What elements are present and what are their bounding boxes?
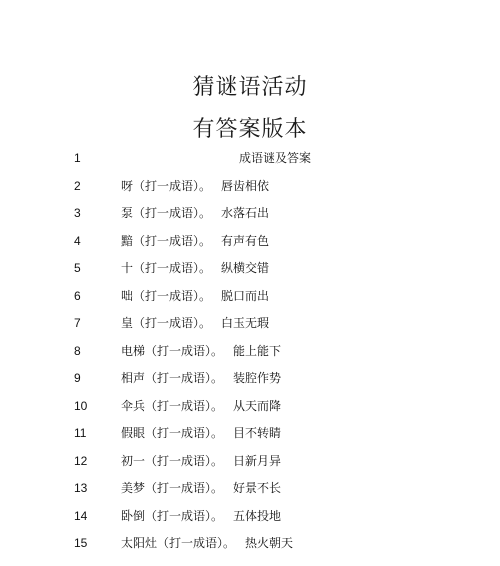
row-number: 2 — [74, 179, 81, 193]
answer-text: 好景不长 — [233, 481, 282, 495]
riddle-row — [0, 396, 500, 416]
answer-text: 有声有色 — [221, 234, 270, 248]
riddle-text: 呀（打一成语）。 — [121, 179, 212, 193]
row-number: 14 — [74, 509, 88, 523]
riddle-text: 相声（打一成语）。 — [121, 371, 224, 385]
riddle-row — [0, 258, 500, 278]
riddle-row — [0, 423, 500, 443]
row-number: 11 — [74, 426, 87, 440]
riddle-row — [0, 368, 500, 388]
riddle-text: 太阳灶（打一成语）。 — [121, 536, 236, 550]
row-number: 13 — [74, 481, 88, 495]
riddle-row — [0, 176, 500, 196]
row-number: 12 — [74, 454, 88, 468]
riddle-text: 电梯（打一成语）。 — [121, 344, 224, 358]
riddle-row — [0, 451, 500, 471]
row-number: 15 — [74, 536, 88, 550]
answer-text: 五体投地 — [233, 509, 282, 523]
answer-text: 从天而降 — [233, 399, 282, 413]
answer-text: 日新月异 — [233, 454, 282, 468]
riddle-text: 伞兵（打一成语）。 — [121, 399, 224, 413]
riddle-row — [0, 341, 500, 361]
document-title: 猜谜语活动 — [192, 75, 308, 100]
riddle-text: 泵（打一成语）。 — [121, 206, 212, 220]
riddle-text: 美梦（打一成语）。 — [121, 481, 224, 495]
riddle-row — [0, 286, 500, 306]
answer-text: 能上能下 — [233, 344, 282, 358]
row-number: 1 — [74, 151, 81, 165]
answer-text: 装腔作势 — [233, 371, 282, 385]
document-subtitle: 有答案版本 — [192, 117, 308, 142]
riddle-row — [0, 506, 500, 526]
row-number: 6 — [74, 289, 81, 303]
cut-off-row — [74, 560, 374, 566]
riddle-text: 皇（打一成语）。 — [121, 316, 212, 330]
answer-text: 目不转睛 — [233, 426, 282, 440]
row-number: 9 — [74, 371, 81, 385]
riddle-row — [0, 533, 500, 553]
riddle-text: 咄（打一成语）。 — [121, 289, 212, 303]
answer-text: 脱口而出 — [221, 289, 270, 303]
riddle-text: 黯（打一成语）。 — [121, 234, 212, 248]
section-heading: 成语谜及答案 — [239, 151, 312, 165]
answer-text: 唇齿相依 — [221, 179, 270, 193]
riddle-row — [0, 231, 500, 251]
riddle-text: 十（打一成语）。 — [121, 261, 212, 275]
answer-text: 水落石出 — [221, 206, 270, 220]
riddle-row — [0, 203, 500, 223]
answer-text: 白玉无瑕 — [221, 316, 270, 330]
riddle-text: 初一（打一成语）。 — [121, 454, 224, 468]
row-number: 5 — [74, 261, 81, 275]
row-number: 3 — [74, 206, 81, 220]
riddle-text: 假眼（打一成语）。 — [121, 426, 224, 440]
answer-text: 热火朝天 — [245, 536, 294, 550]
header-row — [0, 148, 500, 168]
riddle-row — [0, 313, 500, 333]
answer-text: 纵横交错 — [221, 261, 270, 275]
row-number: 8 — [74, 344, 81, 358]
row-number: 7 — [74, 316, 81, 330]
row-number: 4 — [74, 234, 81, 248]
row-number: 10 — [74, 399, 88, 413]
riddle-text: 卧倒（打一成语）。 — [121, 509, 224, 523]
riddle-row — [0, 478, 500, 498]
